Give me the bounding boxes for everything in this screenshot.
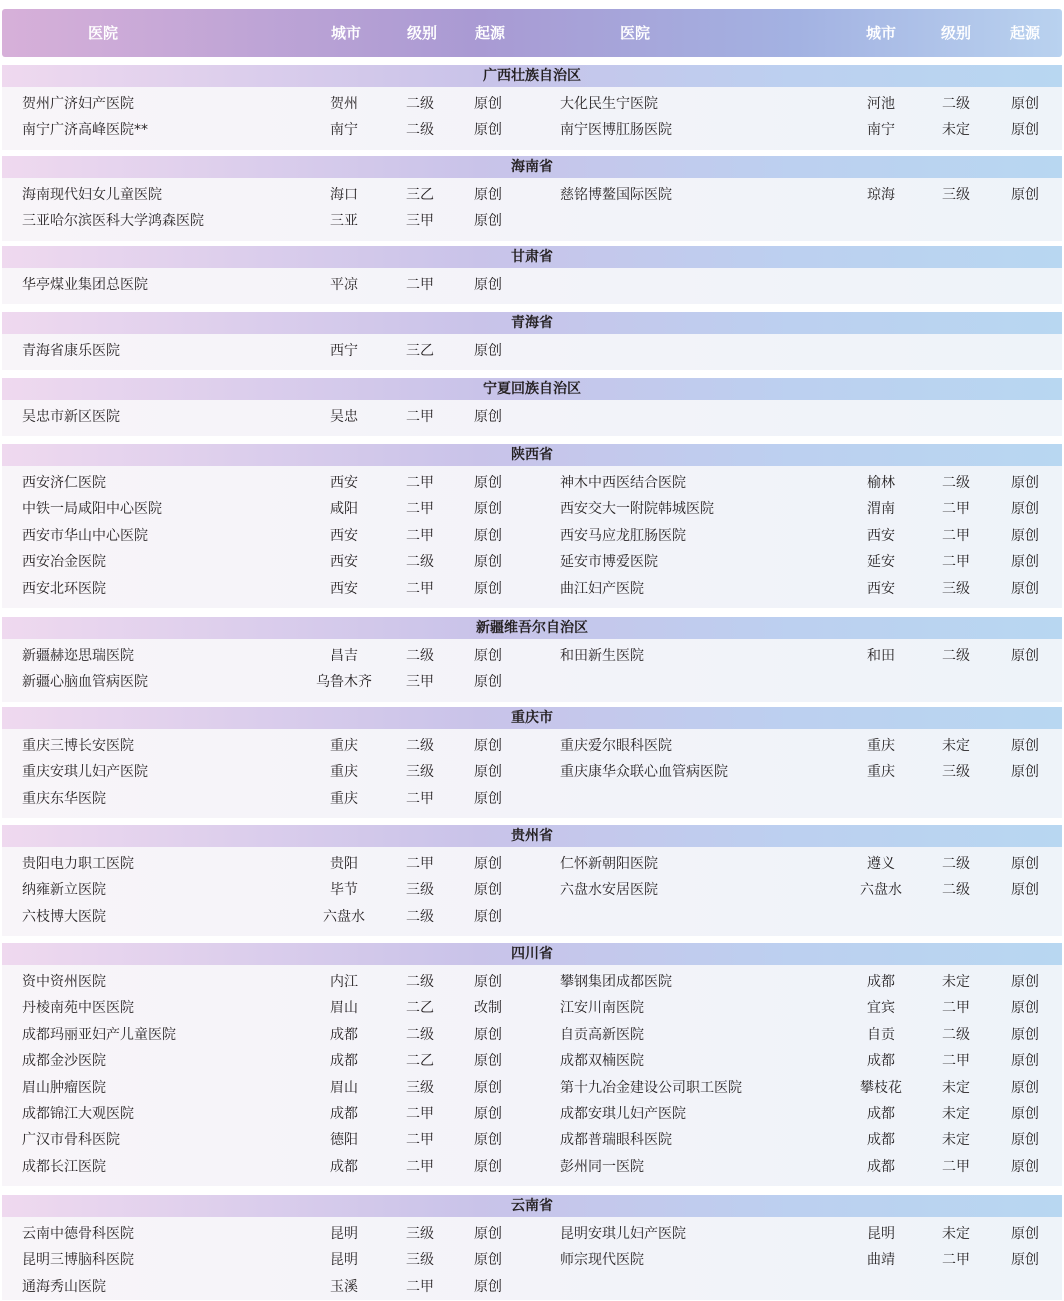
- hospital-name: 新疆赫迩思瑞医院: [22, 648, 134, 664]
- origin: 原创: [474, 738, 502, 754]
- table-row: [0, 669, 1064, 696]
- level: 二甲: [406, 409, 434, 425]
- hospital-name: 重庆东华医院: [22, 790, 106, 807]
- city: 渭南: [867, 501, 895, 518]
- hospital-name: 昆明三博脑科医院: [22, 1252, 134, 1269]
- level: 二乙: [406, 1053, 434, 1070]
- level: 二级: [406, 908, 434, 925]
- city: 曲靖: [867, 1252, 895, 1269]
- table-row: [0, 877, 1064, 904]
- region-name: 广西壮族自治区: [483, 68, 581, 84]
- origin: 原创: [474, 213, 502, 230]
- hospital-name: 成都安琪儿妇产医院: [560, 1106, 686, 1122]
- origin: 原创: [474, 580, 502, 597]
- hospital-name: 中铁一局咸阳中心医院: [22, 501, 162, 518]
- hospital-name: 云南中德骨科医院: [22, 1226, 134, 1242]
- origin: 原创: [1011, 1053, 1039, 1070]
- table-row: [0, 1127, 1064, 1154]
- city: 自贡: [867, 1026, 895, 1043]
- origin: 原创: [474, 1158, 502, 1175]
- origin: 原创: [474, 856, 502, 872]
- level: 二级: [942, 648, 970, 664]
- city: 玉溪: [330, 1278, 358, 1295]
- hospital-name: 六枝博大医院: [22, 908, 106, 925]
- level: 三级: [406, 764, 434, 781]
- origin: 原创: [474, 122, 502, 139]
- origin: 原创: [1011, 554, 1039, 571]
- region-name: 四川省: [511, 946, 553, 962]
- table-row: [0, 995, 1064, 1022]
- city: 咸阳: [330, 501, 358, 518]
- hospital-name: 吴忠市新区医院: [22, 409, 120, 425]
- header-origin-right: 起源: [1009, 24, 1040, 42]
- hospital-name: 重庆安琪儿妇产医院: [22, 764, 148, 781]
- level: 三甲: [406, 213, 434, 230]
- city: 攀枝花: [860, 1079, 902, 1096]
- level: 未定: [942, 974, 970, 990]
- city: 内江: [330, 974, 358, 990]
- table-row: [0, 786, 1064, 813]
- hospital-name: 眉山肿瘤医院: [22, 1079, 106, 1096]
- hospital-name: 纳雍新立医院: [22, 882, 106, 899]
- table-row: [0, 643, 1064, 670]
- city: 重庆: [330, 738, 358, 754]
- origin: 原创: [474, 554, 502, 571]
- city: 昆明: [330, 1226, 358, 1242]
- table-row: [0, 1154, 1064, 1181]
- hospital-name: 成都玛丽亚妇产儿童医院: [22, 1026, 176, 1043]
- hospital-name: 师宗现代医院: [560, 1252, 644, 1269]
- hospital-name: 西安市华山中心医院: [22, 527, 148, 544]
- city: 和田: [867, 648, 895, 664]
- level: 二甲: [406, 475, 434, 491]
- region-band: [2, 246, 1062, 268]
- city: 南宁: [330, 122, 358, 139]
- level: 三级: [942, 764, 970, 781]
- header-hospital-left: 医院: [87, 24, 118, 42]
- city: 昆明: [330, 1252, 358, 1269]
- origin: 原创: [474, 1106, 502, 1122]
- table-row: [0, 91, 1064, 118]
- header-origin-left: 起源: [474, 24, 505, 42]
- origin: 原创: [1011, 1026, 1039, 1043]
- table-row: [0, 733, 1064, 760]
- table-row: [0, 1221, 1064, 1248]
- origin: 原创: [1011, 648, 1039, 664]
- table-row: [0, 208, 1064, 235]
- hospital-name: 江安川南医院: [560, 1000, 644, 1017]
- level: 未定: [942, 122, 970, 139]
- level: 三乙: [406, 187, 434, 203]
- region-name: 陕西省: [511, 447, 553, 463]
- origin: 原创: [1011, 1158, 1039, 1175]
- origin: 原创: [474, 974, 502, 990]
- header-city-left: 城市: [330, 24, 361, 42]
- level: 二级: [942, 96, 970, 112]
- city: 琼海: [867, 187, 895, 203]
- city: 海口: [330, 187, 358, 203]
- city: 成都: [867, 1053, 895, 1070]
- table-row: [0, 1048, 1064, 1075]
- table-row: [0, 1101, 1064, 1128]
- hospital-name: 通海秀山医院: [22, 1278, 106, 1295]
- origin: 原创: [1011, 187, 1039, 203]
- origin: 原创: [1011, 527, 1039, 544]
- region-name: 海南省: [511, 159, 553, 175]
- city: 河池: [867, 96, 895, 112]
- level: 二级: [406, 738, 434, 754]
- table-header: [2, 9, 1062, 57]
- level: 二级: [406, 122, 434, 139]
- hospital-name: 南宁广济高峰医院**: [22, 122, 148, 139]
- origin: 原创: [1011, 96, 1039, 112]
- hospital-name: 攀钢集团成都医院: [560, 974, 672, 990]
- origin: 原创: [474, 1278, 502, 1295]
- origin: 原创: [1011, 580, 1039, 597]
- level: 二甲: [942, 554, 970, 571]
- table-row: [0, 851, 1064, 878]
- region-band: [2, 378, 1062, 400]
- origin: 原创: [1011, 122, 1039, 139]
- city: 成都: [330, 1053, 358, 1070]
- table-row: [0, 272, 1064, 299]
- hospital-name: 南宁医博肛肠医院: [560, 122, 672, 139]
- level: 二级: [942, 856, 970, 872]
- hospital-name: 大化民生宁医院: [560, 96, 658, 112]
- region-band: [2, 156, 1062, 178]
- level: 未定: [942, 1226, 970, 1242]
- origin: 原创: [474, 1226, 502, 1242]
- hospital-name: 重庆爱尔眼科医院: [560, 738, 672, 754]
- table-row: [0, 1247, 1064, 1274]
- hospital-name: 新疆心脑血管病医院: [22, 674, 148, 691]
- level: 二甲: [406, 527, 434, 544]
- hospital-name: 广汉市骨科医院: [22, 1132, 120, 1149]
- level: 二级: [406, 1026, 434, 1043]
- origin: 原创: [474, 475, 502, 491]
- level: 三甲: [406, 674, 434, 691]
- level: 二级: [942, 1026, 970, 1043]
- level: 二甲: [406, 856, 434, 872]
- city: 六盘水: [860, 882, 902, 899]
- hospital-name: 重庆三博长安医院: [22, 738, 134, 754]
- level: 未定: [942, 738, 970, 754]
- level: 三级: [942, 187, 970, 203]
- hospital-name: 海南现代妇女儿童医院: [22, 187, 162, 203]
- region-name: 甘肃省: [511, 249, 553, 265]
- city: 三亚: [330, 213, 358, 230]
- region-name: 青海省: [511, 315, 553, 331]
- region-band: [2, 707, 1062, 729]
- level: 二级: [406, 554, 434, 571]
- region-name: 重庆市: [511, 710, 553, 726]
- origin: 原创: [1011, 882, 1039, 899]
- hospital-name: 重庆康华众联心血管病医院: [560, 764, 728, 781]
- city: 毕节: [330, 882, 358, 899]
- table-row: [0, 404, 1064, 431]
- region-band: [2, 617, 1062, 639]
- level: 二级: [406, 974, 434, 990]
- hospital-name: 成都长江医院: [22, 1158, 106, 1175]
- hospital-name: 贵阳电力职工医院: [22, 856, 134, 872]
- hospital-name: 仁怀新朝阳医院: [560, 856, 658, 872]
- table-row: [0, 1075, 1064, 1102]
- origin: 原创: [1011, 856, 1039, 872]
- city: 眉山: [330, 1079, 358, 1096]
- hospital-name: 和田新生医院: [560, 648, 644, 664]
- hospital-name: 延安市博爱医院: [560, 554, 658, 571]
- origin: 原创: [474, 648, 502, 664]
- level: 未定: [942, 1106, 970, 1122]
- header-hospital-right: 医院: [619, 24, 650, 42]
- city: 西安: [330, 580, 358, 597]
- level: 二甲: [406, 790, 434, 807]
- hospital-name: 三亚哈尔滨医科大学鸿森医院: [22, 213, 204, 230]
- origin: 原创: [1011, 475, 1039, 491]
- table-row: [0, 904, 1064, 931]
- hospital-name: 西安交大一附院韩城医院: [560, 501, 714, 518]
- city: 成都: [330, 1026, 358, 1043]
- table-row: [0, 496, 1064, 523]
- origin: 原创: [1011, 1106, 1039, 1122]
- level: 二甲: [406, 1158, 434, 1175]
- city: 西安: [330, 527, 358, 544]
- level: 二甲: [942, 1158, 970, 1175]
- level: 二甲: [406, 1132, 434, 1149]
- origin: 原创: [1011, 1079, 1039, 1096]
- origin: 原创: [1011, 1132, 1039, 1149]
- level: 未定: [942, 1079, 970, 1096]
- origin: 原创: [474, 187, 502, 203]
- header-level-left: 级别: [406, 24, 437, 42]
- region-band: [2, 444, 1062, 466]
- region-band: [2, 65, 1062, 87]
- city: 贵阳: [330, 856, 358, 872]
- city: 重庆: [867, 764, 895, 781]
- city: 吴忠: [330, 409, 358, 425]
- origin: 原创: [474, 882, 502, 899]
- origin: 原创: [474, 674, 502, 691]
- city: 成都: [330, 1106, 358, 1122]
- origin: 原创: [1011, 1226, 1039, 1242]
- hospital-name: 丹棱南苑中医医院: [22, 1000, 134, 1017]
- level: 二甲: [942, 1053, 970, 1070]
- hospital-name: 成都锦江大观医院: [22, 1106, 134, 1122]
- level: 二级: [406, 96, 434, 112]
- hospital-name: 成都双楠医院: [560, 1053, 644, 1070]
- level: 三乙: [406, 343, 434, 359]
- hospital-name: 第十九冶金建设公司职工医院: [560, 1079, 742, 1096]
- level: 二甲: [406, 580, 434, 597]
- region-band: [2, 1195, 1062, 1217]
- level: 三级: [942, 580, 970, 597]
- city: 成都: [867, 1132, 895, 1149]
- level: 二甲: [942, 1252, 970, 1269]
- city: 重庆: [330, 790, 358, 807]
- city: 成都: [867, 1158, 895, 1175]
- origin: 原创: [474, 1079, 502, 1096]
- hospital-name: 自贡高新医院: [560, 1026, 644, 1043]
- hospital-name: 西安冶金医院: [22, 554, 106, 571]
- city: 重庆: [867, 738, 895, 754]
- city: 榆林: [867, 475, 895, 491]
- origin: 原创: [1011, 738, 1039, 754]
- level: 三级: [406, 1252, 434, 1269]
- table-row: [0, 338, 1064, 365]
- table-row: [0, 549, 1064, 576]
- table-row: [0, 576, 1064, 603]
- level: 三级: [406, 1226, 434, 1242]
- level: 二甲: [942, 527, 970, 544]
- origin: 原创: [474, 764, 502, 781]
- hospital-name: 六盘水安居医院: [560, 882, 658, 899]
- table-row: [0, 182, 1064, 209]
- table-row: [0, 759, 1064, 786]
- origin: 原创: [474, 790, 502, 807]
- origin: 原创: [474, 527, 502, 544]
- level: 三级: [406, 1079, 434, 1096]
- level: 三级: [406, 882, 434, 899]
- city: 昆明: [867, 1226, 895, 1242]
- hospital-name: 曲江妇产医院: [560, 580, 644, 597]
- city: 成都: [867, 974, 895, 990]
- table-row: [0, 117, 1064, 144]
- level: 二甲: [942, 1000, 970, 1017]
- table-row: [0, 1022, 1064, 1049]
- table-row: [0, 470, 1064, 497]
- level: 未定: [942, 1132, 970, 1149]
- city: 延安: [867, 554, 895, 571]
- origin: 原创: [474, 1053, 502, 1070]
- hospital-name: 资中资州医院: [22, 974, 106, 990]
- region-band: [2, 943, 1062, 965]
- region-name: 云南省: [511, 1198, 553, 1214]
- city: 遵义: [867, 856, 895, 872]
- origin: 原创: [474, 501, 502, 518]
- region-band: [2, 825, 1062, 847]
- hospital-name: 西安北环医院: [22, 580, 106, 597]
- city: 宜宾: [867, 1000, 895, 1017]
- level: 二乙: [406, 1000, 434, 1017]
- city: 成都: [330, 1158, 358, 1175]
- origin: 改制: [474, 1000, 502, 1017]
- city: 眉山: [330, 1000, 358, 1017]
- hospital-name: 昆明安琪儿妇产医院: [560, 1226, 686, 1242]
- city: 六盘水: [323, 908, 365, 925]
- hospital-name: 西安马应龙肛肠医院: [560, 527, 686, 544]
- city: 昌吉: [330, 648, 358, 664]
- origin: 原创: [1011, 1252, 1039, 1269]
- origin: 原创: [474, 409, 502, 425]
- hospital-name: 华亭煤业集团总医院: [22, 277, 148, 293]
- city: 西安: [867, 580, 895, 597]
- origin: 原创: [1011, 1000, 1039, 1017]
- hospital-name: 贺州广济妇产医院: [22, 96, 134, 112]
- origin: 原创: [474, 1026, 502, 1043]
- table-row: [0, 523, 1064, 550]
- hospital-name: 西安济仁医院: [22, 475, 106, 491]
- city: 西安: [330, 475, 358, 491]
- hospital-name: 成都普瑞眼科医院: [560, 1132, 672, 1149]
- region-name: 贵州省: [511, 828, 553, 844]
- origin: 原创: [474, 343, 502, 359]
- hospital-name: 慈铭博鳌国际医院: [560, 187, 672, 203]
- table-row: [0, 1274, 1064, 1301]
- city: 平凉: [330, 277, 358, 293]
- city: 乌鲁木齐: [316, 674, 372, 691]
- hospital-name: 神木中西医结合医院: [560, 475, 686, 491]
- origin: 原创: [474, 277, 502, 293]
- level: 二甲: [406, 277, 434, 293]
- header-level-right: 级别: [940, 24, 971, 42]
- level: 二级: [406, 648, 434, 664]
- origin: 原创: [1011, 501, 1039, 518]
- city: 重庆: [330, 764, 358, 781]
- level: 二级: [942, 475, 970, 491]
- origin: 原创: [1011, 764, 1039, 781]
- hospital-name: 成都金沙医院: [22, 1053, 106, 1070]
- level: 二级: [942, 882, 970, 899]
- region-name: 宁夏回族自治区: [483, 381, 581, 397]
- origin: 原创: [474, 908, 502, 925]
- origin: 原创: [474, 96, 502, 112]
- city: 贺州: [330, 96, 358, 112]
- city: 德阳: [330, 1132, 358, 1149]
- region-band: [2, 312, 1062, 334]
- level: 二甲: [406, 1106, 434, 1122]
- city: 南宁: [867, 122, 895, 139]
- city: 成都: [867, 1106, 895, 1122]
- header-city-right: 城市: [865, 24, 896, 42]
- level: 二甲: [406, 1278, 434, 1295]
- hospital-name: 青海省康乐医院: [22, 343, 120, 359]
- origin: 原创: [1011, 974, 1039, 990]
- city: 西安: [867, 527, 895, 544]
- origin: 原创: [474, 1252, 502, 1269]
- origin: 原创: [474, 1132, 502, 1149]
- region-name: 新疆维吾尔自治区: [476, 620, 588, 636]
- city: 西宁: [330, 343, 358, 359]
- level: 二甲: [406, 501, 434, 518]
- level: 二甲: [942, 501, 970, 518]
- table-row: [0, 969, 1064, 996]
- hospital-name: 彭州同一医院: [560, 1158, 644, 1175]
- city: 西安: [330, 554, 358, 571]
